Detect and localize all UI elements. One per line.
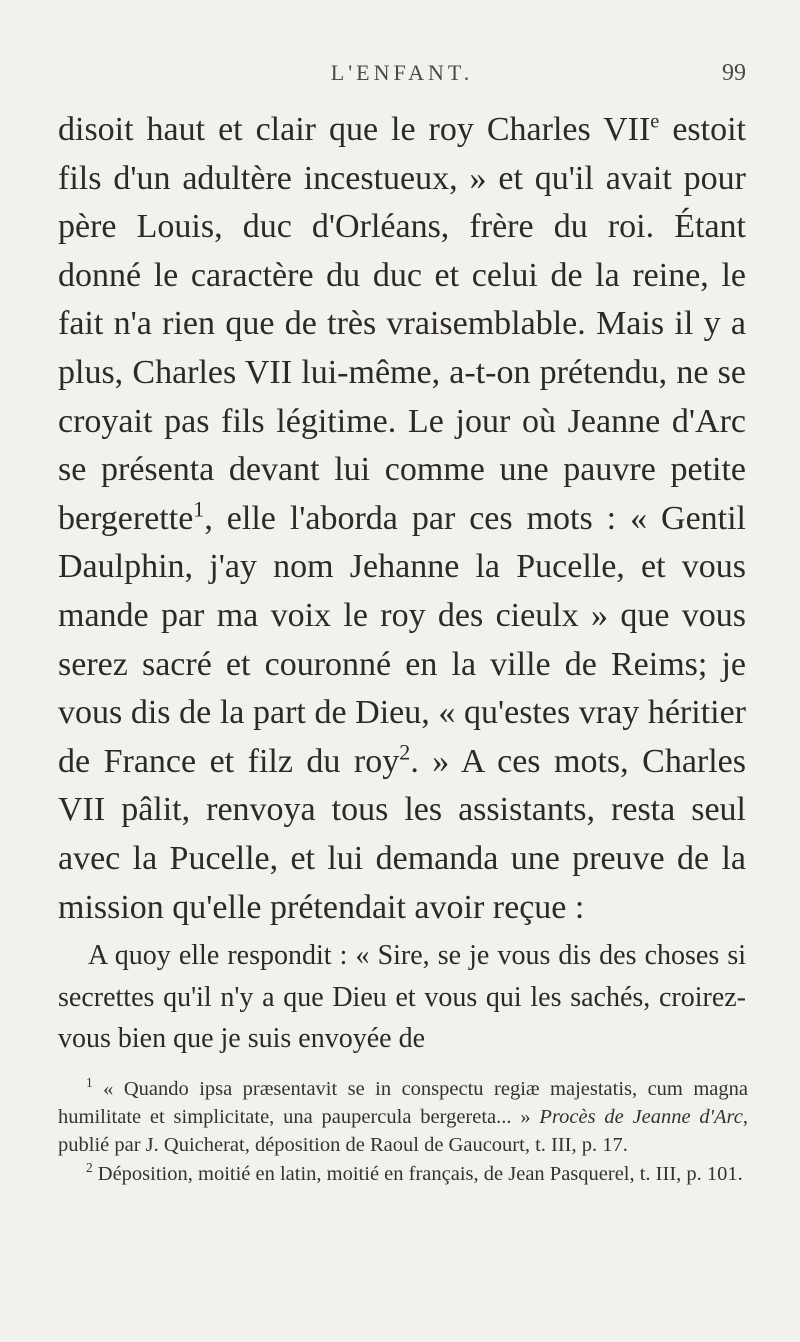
main-text bbox=[58, 106, 746, 932]
footnote-1-text-a: « Quando ipsa præsentavit se in conspectu regiæ majestatis, cum magna humilitate et simplicitate, una paupercula bergereta... » bbox=[58, 1078, 748, 1129]
body-text-1: disoit haut et clair que le roy Charles VII bbox=[58, 111, 651, 148]
footnote-1-text-b: , publié par J. Quicherat, déposition de Raoul de Gaucourt, t. III, p. 17. bbox=[58, 1106, 748, 1157]
footnotes bbox=[58, 1075, 748, 1188]
body-text-4: . » A ces mots, Charles VII pâlit, renvoya tous les assistants, resta seul avec la Pucelle, et lui demanda une preuve de la mission qu'elle prétendait avoir reçue : bbox=[58, 742, 747, 926]
footnote-2-mark: 2 bbox=[86, 1159, 93, 1175]
footnote-ref-1[interactable]: 1 bbox=[193, 496, 205, 522]
page-header bbox=[58, 60, 746, 100]
block-quote bbox=[58, 935, 746, 1060]
body-paragraph bbox=[58, 106, 746, 932]
running-title: L'ENFANT. bbox=[330, 60, 474, 85]
superscript-e: e bbox=[650, 110, 660, 133]
footnote-2-text: Déposition, moitié en latin, moitié en français, de Jean Pasquerel, t. III, p. 101. bbox=[92, 1162, 743, 1185]
page-number: 99 bbox=[722, 60, 746, 86]
body-text-3: , elle l'aborda par ces mots : « Gentil Daulphin, j'ay nom Jehanne la Pucelle, et vous mande par ma voix le roy des cieulx » que vous serez sacré et couronné en la ville de Reims; je vous dis de la part de Dieu, « qu'estes vray héritier de France et filz du roy bbox=[58, 499, 746, 780]
quote-text: A quoy elle respondit : « Sire, se je vous dis des choses si secrettes qu'il n'y a que Dieu et vous qui les sachés, croirez-vous bien que je suis envoyée de bbox=[58, 940, 746, 1054]
footnote-ref-2[interactable]: 2 bbox=[399, 739, 411, 765]
footnote-1-title: Procès de Jeanne d'Arc bbox=[539, 1106, 743, 1129]
footnote-1 bbox=[58, 1075, 748, 1160]
body-text-2: estoit fils d'un adultère incestueux, » et qu'il avait pour père Louis, duc d'Orléans, frère du roi. Étant donné le caractère du duc et celui de la reine, le fait n'a rien que de très vraisemblable. Mais il y a plus, Charles VII lui-même, a-t-on prétendu, ne se croyait pas fils légitime. Le jour où Jeanne d'Arc se présenta devant lui comme une pauvre petite bergerette bbox=[58, 111, 747, 537]
footnote-2 bbox=[58, 1160, 748, 1188]
footnote-1-mark: 1 bbox=[86, 1075, 93, 1091]
